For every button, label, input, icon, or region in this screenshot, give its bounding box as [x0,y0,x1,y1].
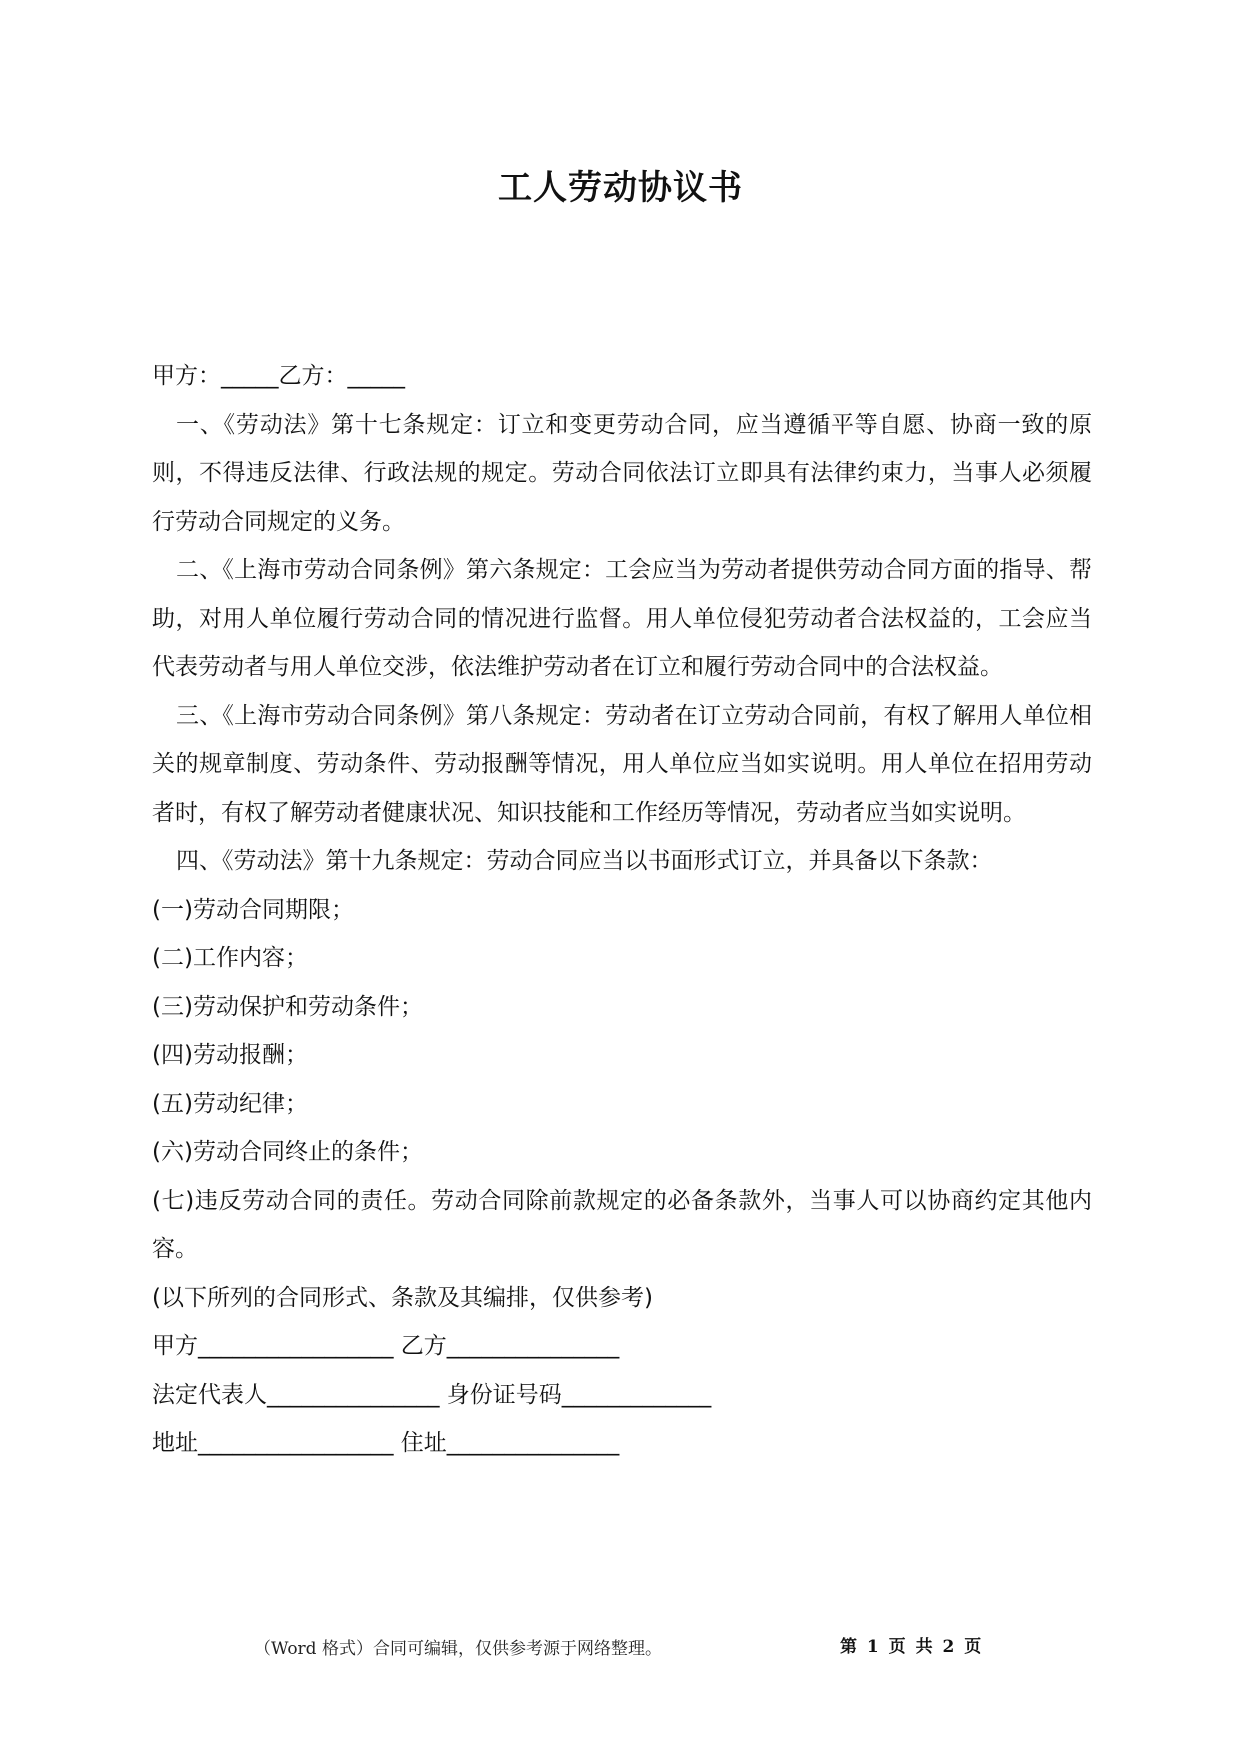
page-number: 第 1 页 共 2 页 [840,1637,984,1657]
clause-1: (一)劳动合同期限； [152,896,354,923]
clause-2: (二)工作内容； [152,945,308,971]
document-body [152,352,1092,1468]
clause-4: (四)劳动报酬； [152,1042,308,1068]
page-footer [0,1630,1241,1660]
parties-line: 甲方：_____乙方：_____ [152,363,405,389]
clause-7: (七)违反劳动合同的责任。劳动合同除前款规定的必备条款外，当事人可以协商约定其他内容。 [152,1187,1092,1262]
paragraph-1: 一、《劳动法》第十七条规定：订立和变更劳动合同，应当遵循平等自愿、协商一致的原则，不得违反法律、行政法规的规定。劳动合同依法订立即具有法律约束力，当事人必须履行劳动合同规定的义务。 [152,411,1092,535]
reference-note: (以下所列的合同形式、条款及其编排，仅供参考) [152,1284,653,1311]
paragraph-3: 三、《上海市劳动合同条例》第八条规定：劳动者在订立劳动合同前，有权了解用人单位相关的规章制度、劳动条件、劳动报酬等情况，用人单位应当如实说明。用人单位在招用劳动者时，有权了解劳动者健康状况、知识技能和工作经历等情况，劳动者应当如实说明。 [152,702,1092,826]
sign-line-representative: 法定代表人_______________ 身份证号码_____________ [152,1381,712,1408]
footer-note: （Word 格式）合同可编辑，仅供参考源于网络整理。 [254,1639,662,1659]
clause-3: (三)劳动保护和劳动条件； [152,993,423,1020]
paragraph-4: 四、《劳动法》第十九条规定：劳动合同应当以书面形式订立，并具备以下条款： [176,848,993,874]
clause-5: (五)劳动纪律； [152,1090,308,1117]
clause-6: (六)劳动合同终止的条件； [152,1139,423,1165]
sign-line-address: 地址_________________ 住址_______________ [152,1430,620,1456]
paragraph-2: 二、《上海市劳动合同条例》第六条规定：工会应当为劳动者提供劳动合同方面的指导、帮助，对用人单位履行劳动合同的情况进行监督。用人单位侵犯劳动者合法权益的，工会应当代表劳动者与用人单位交涉，依法维护劳动者在订立和履行劳动合同中的合法权益。 [152,557,1092,680]
sign-line-parties: 甲方_________________ 乙方_______________ [152,1333,620,1359]
document-title: 工人劳动协议书 [498,168,743,208]
